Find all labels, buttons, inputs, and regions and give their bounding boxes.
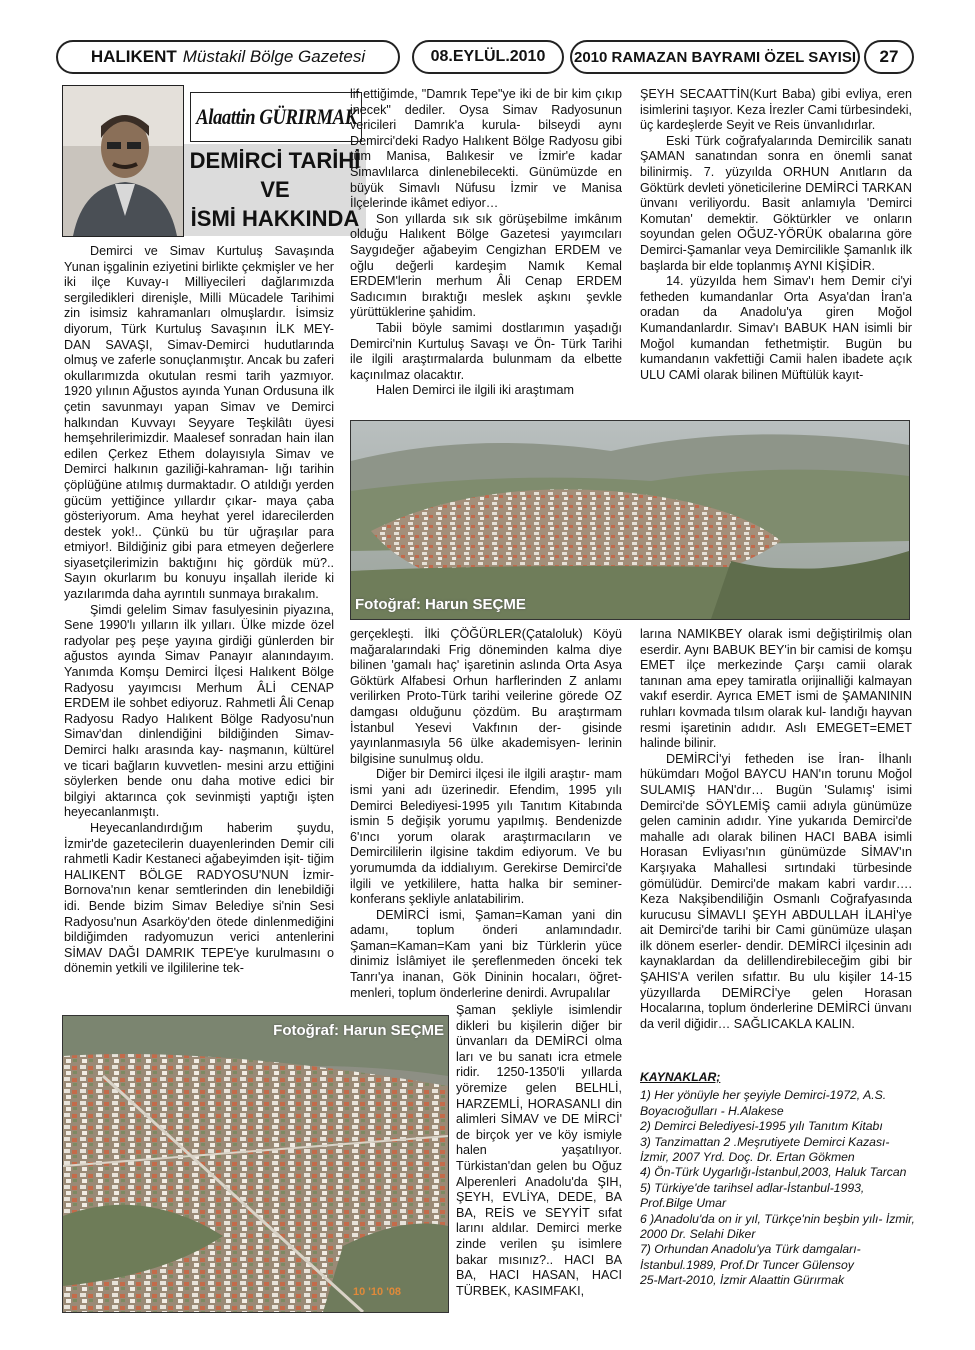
paragraph: Şimdi gelelim Simav fasulyesinin piyazına, Sene 1990'lı yılların ilk yılları. Ülke mizde özel radyolar peş peşe yayına girdiği günlerden bir ağustos ayında Simav Panayır alanındayım. Yanımda Komşu Demirci İlçesi Halıkent Bölge Radyosu yayımcısı Merhum ÂLİ CENAP ERDEM ile sohbet ediyoruz. Rahmetli Âli Cenap Radyosu Radyo Halıkent Bölge Radyosu'nun Simav'dan dinlendiğini bildiğinden Simav-Demirci halkı arasında kay- naşmanın, kültürel ve ticari bağların kuvvetlen- mesini arzu ettiğini söylerken bende onu daha motive edici bir bilgiyi aktarınca çok sevinmişti yaptığı işten heyecanlanmıştı. [64,602,334,820]
paragraph: ŞEYH SECAATTİN(Kurt Baba) gibi evliya, eren isimlerini taşıyor. Keza İrezler Cami türbesindeki, üç kardeşlerde Seyit ve Reis ünvanlıdırlar. [640,87,912,133]
article-title [184,144,366,236]
title-line-3: İSMİ HAKKINDA [190,206,360,231]
references-heading: KAYNAKLAR; [640,1070,721,1084]
photo-caption-top: Fotoğraf: Harun SEÇME [355,596,526,613]
paragraph: lif ettiğimde, "Damrık Tepe"ye iki de bir kim çıkıp inecek" dediler. Oysa Simav Radyosunun vericileri Damrık'a kurula- bilseydi aynı Demirci'deki Radyo Halıkent Bölge Radyosu gibi tüm Manisa, Balıkesir ve İzmir'e kadar Simavlılarca dinlenebilecekti. Günümüzde en büyük Simavlı Nüfusu İzmir ve Manisa İlçelerinde ikâmet ediyor… [350,87,622,211]
author-portrait-icon [63,86,183,236]
reference-item: 6 )Anadolu'da on ir yıl, Türkçe'nin beşbin yılı- İzmir, 2000 Dr. Selahi Diker [640,1211,915,1242]
column-2-top [350,87,622,399]
column-2-bottom [350,627,622,1001]
column-3-top [640,87,912,383]
column-3-bottom [640,627,912,1032]
paragraph: Son yıllarda sık sık görüşebilme imkânım olduğu Halıkent Bölge Gazetesi yayımcıları Saygıdeğer ağabeyim Cengizhan ERDEM ve oğlu değerli kardeşim Namık Kemal ERDEM'lerin merhum Âli Cenap ERDEM Sadıcımın bıraktığı meslek aşkını şevkle yürüttüklerine şahidim. [350,211,622,320]
author-name: Alaattin GÜRIRMAK [195,104,357,129]
author-photo [62,85,184,237]
aerial-photo-top [350,420,910,620]
aerial-photo-bottom [62,1015,449,1313]
paragraph: Tabii böyle samimi dostlarımın yaşadığı Demirci'nin Kurtuluş Savaşı ve Ön- Türk Tarihi ile ilgili araştırmalarda bulunmam da elbette kaçınılmaz olacaktır. [350,320,622,382]
paper-name: HALIKENT [90,47,177,66]
reference-item: 3) Tanzimattan 2 .Meşrutiyete Demirci Kazası- İzmir, 2007 Yrd. Doç. Dr. Ertan Gökmen [640,1134,890,1165]
paragraph: larına NAMIKBEY olarak ismi değiştirilmiş olan eserdir. Aynı BABUK BEY'in bir camisi de komşu EMET ilçe merkezinde Çarşı camii olarak tanınan ama epey tamiratla orijinalliği kalmayan vakıf eserdir. Ayrıca EMET ismi de ŞAMANININ ruhları kovmada tılsım olarak kul- landığı hayvan resmi işaretinin adıdır. Aslı EMEGET=EMET halinde bilinir. [640,627,912,751]
author-name-box [190,92,362,142]
issue-title: 2010 RAMAZAN BAYRAMI ÖZEL SAYISI [570,40,860,74]
paragraph: Eski Türk coğrafyalarında Demircilik sanatı ŞAMAN sanatından sonra en önemli sanat bilinirmiş. 7. yüzyılda ORHUN Anıtların da Göktürk devleti yöneticilerine DEMİRCİ TARKAN ünvanı veriliyordu. Basit anlamıyla 'Demirci Komutan' demektir. Göktürkler ve onların soyundan gelen OĞUZ-YÖRÜK obalarına göre Demirci-Şamanlar veya Demircilikle Şamanlık ilk başlarda bir elde toplanmış AYNI KİŞİDİR. [640,133,912,273]
references [640,1070,915,1289]
paragraph: Şaman şekliyle isimlendir dikleri bu kişilerin diğer bir ünvanları da DEMİRCİ olma ları ve bu sanatı icra etmele ridir. 1250-1350'li yıllarda yöremize gelen BELHLİ, HARZEMLİ, HORASANLI din alimleri SİMAV ve DE MİRCİ' de birçok yer ve köy ismiyle halen yaşatılıyor. Türkistan'dan gelen bu Oğuz Alperenleri Anadolu'da ŞIH, ŞEYH, EVLİYA, DEDE, BA BA, REİS ve SEYYİT sıfat larını aldılar. Demirci merke zinde verilen şu isimlere bakar mısınız?.. HACI BA BA, HACI HASAN, HACI TÜRBEK, KASIMFAKI, [456,1003,622,1298]
paragraph: Halen Demirci ile ilgili iki araştımam [376,383,575,398]
reference-item: 2) Demirci Belediyesi-1995 yılı Tanıtım Kitabı [640,1119,883,1134]
paragraph: Diğer bir Demirci ilçesi ile ilgili araştır- mam ismi yani adı üzerinedir. Efendim, 1995 yılı Demirci Belediyesi-1995 yılı Tanıtım Kitabında ismin 5 değişik yorumu yapılmış. Bendenizde 6'ıncı yorum olarak araştırmacıların ve Demircililerin ilgisine takdim ediyorum. Ve bu yorumumda da iddialıyım. Gerekirse Demirci'de ilgili ve yetkililere, hatta halka bir seminer-konferans şekliyle anlatabilirim. [350,767,622,907]
column-1 [64,244,334,977]
reference-item: 1) Her yönüyle her şeyiyle Demirci-1972, A.S. Boyacıoğulları - H.Alakese [640,1088,887,1118]
paper-subtitle: Müstakil Bölge Gazetesi [182,47,366,66]
town-landscape-icon [351,421,909,619]
column-2-narrow [456,1003,622,1299]
photo-date-stamp: 10 '10 '08 [353,1286,402,1298]
paragraph: Heyecanlandırdığım haberim şuydu, İzmir'de gazetecilerin duayenlerinden Demir cili rahmetli Kadir Kestaneci ağabeyimden işit- tiğim HALIKENT BÖLGE RADYOSU'NUN İzmir-Bornova'nın kenar semtlerinden din lenebildiği idi. Bende bizim Simav Belediye si'nin Sesi Radyosu'nun Asarköy'den ötede dinlenmediğini bildiğimden radyomuzun verici antenlerini SİMAV DAĞI DAMRIK TEPE'ye kurulmasını o dönemin yetkili ve ilgililerine tek- [64,820,334,976]
reference-item: 5) Türkiye'de tarihsel adlar-İstanbul-1993, Prof.Bilge Umar [640,1180,865,1211]
reference-item: 25-Mart-2010, İzmir Alaattin Gürırmak [640,1273,845,1288]
paragraph: gerçekleşti. İlki ÇÖĞÜRLER(Çataloluk) Köyü mağaralarındaki Frig döneminden kalma diye bilinen 'gamalı haç' işaretinin aslında Orta Asya Göktürk Alfabesi Orhun harflerinden Z anlamı verilirken Proto-Türk tarihi veilerine görede OZ damgası olduğunu çözdüm. Bu araştırmam İstanbul Yesevi Vakfının der- gisinde yayınlanmasıyla 56 ülke akademisyen- lerinin bilgisine sunulmuş oldu. [350,627,622,766]
title-line-1: DEMİRCİ TARİHİ [189,148,361,173]
reference-item: 7) Orhundan Anadolu'ya Türk damgaları- İstanbul.1989, Prof.Dr Tuncer Gülensoy [640,1242,861,1272]
photo-caption-bottom: Fotoğraf: Harun SEÇME [273,1022,444,1039]
title-line-2: VE [260,177,290,202]
page-number: 27 [864,40,914,74]
reference-item: 4) Ön-Türk Uygarlığı-İstanbul,2003, Haluk Tarcan [640,1165,907,1180]
paper-name-pill [56,40,400,74]
paragraph: DEMİRCİ ismi, Şaman=Kaman yani din adamı, toplum önderi anlamındadır. Şaman=Kaman=Kam yani biz Türklerin yüce dinimiz İslâmiyet ile şereflenmeden önceki tek Tanrı'ya inanan, Gök Dininin hocaları, öğret- menleri, toplum önderlerine denirdi. Avrupalılar [350,907,622,1000]
paragraph: 14. yüzyılda hem Simav'ı hem Demir ci'yi fetheden kumandanlar Orta Asya'dan İran'a oradan da Anadolu'ya giren Moğol Kumandanlardır. Simav'ı BABUK HAN isimli bir Moğol kumandan fethetmiştir. Bugün bu kumandanın vakfettiği Camii halen ibadete açık ULU CAMİ olarak bilinen Müftülük kayıt- [640,274,912,382]
town-aerial-icon [63,1016,448,1312]
issue-date: 08.EYLÜL.2010 [412,40,564,74]
paragraph: DEMİRCİ'yi fetheden ise İran- İlhanlı hükümdarı Moğol BAYCU HAN'ın torunu Moğol SULAMIŞ HAN'dır… Bugün 'Sulamış' isimi Demirci'de SÖYLEMİŞ camii adıyla günümüze gelen caminin adıdır. Yine yukarıda Demirci'de mahalle adı olarak bilinen HACI BABA isimli Horasan Evliyası'nın günümüzde SİMAV'ın Karşıyaka Mahallesi sırtındaki türbesinde gömülüdür. Demirci'de makam kabri vardır…. Keza Nakşibendiliğin Osmanlı Coğrafyasında kurucusu SİMAVLI ŞEYH ABDULLAH İLAHİ'ye ait Demirci'de tarihi bir Cami günümüze ulaşan ilk dönem eserler- dendir. DEMİRCİ ilçesinin adı kaynaklardan da delillendirebileceğim gibi bir ŞAHIS'A verilen sıfattır. Bu ulu kişiler 14-15 yüzyıllarda DEMİRCİ'ye gelen Horasan Hocalarına, toplum önderlerine DEMİRCİ ünvanı da veril diğidir… SAĞLICAKLA KALIN. [640,751,912,1031]
paragraph: Demirci ve Simav Kurtuluş Savaşında Yunan işgalinin eziyetini birlikte çekmişler ve her iki ilçe Kuvay-ı Milliyecileri dağlarımızda sergiledikleri direnişle, Milli Mücadele Tarihimi zin isimsiz kahramanları olmuşlardır. İsimsiz diyorum, Türk Kurtuluş Savaşının İLK MEY- DAN SAVAŞI, Simav-Demirci hudutlarında olmuş ve zaferle sonuçlanmıştır. Ancak bu zaferi okullarımızda okutulan resmi tarih yazmıyor. 1920 yılının Ağustos ayında Yunan Ordusuna ilk çetin savunmayı yapan Simav ve Demirci halkından Kuvvayı Seyyare Teşkilâtı üyesi hemşehrilerimizdir. Maalesef sonradan hain ilan edilen Çerkez Ethem dolayısıyla Simav ve Demirci halkının gaziliği-kahraman- lığı tarihin çöplüğüne atılmış durmaktadır. O atıldığı yerden gücüm yettiğince yıllardır çıkar- maya çaba gösteriyorum. Ama heyhat yerel idarecilerden destek yok!.. Çünkü bu tür uğraşılar para etmiyor!. Bildiğiniz gibi para etmeyen değerlere siyasetçilerimizin baktığını hiç gördük mü?.. Sayın okurlarım bu konuyu inşallah ileride ki yazılarımda daha ayrıntılı sunmaya bırakalım. [64,244,334,602]
